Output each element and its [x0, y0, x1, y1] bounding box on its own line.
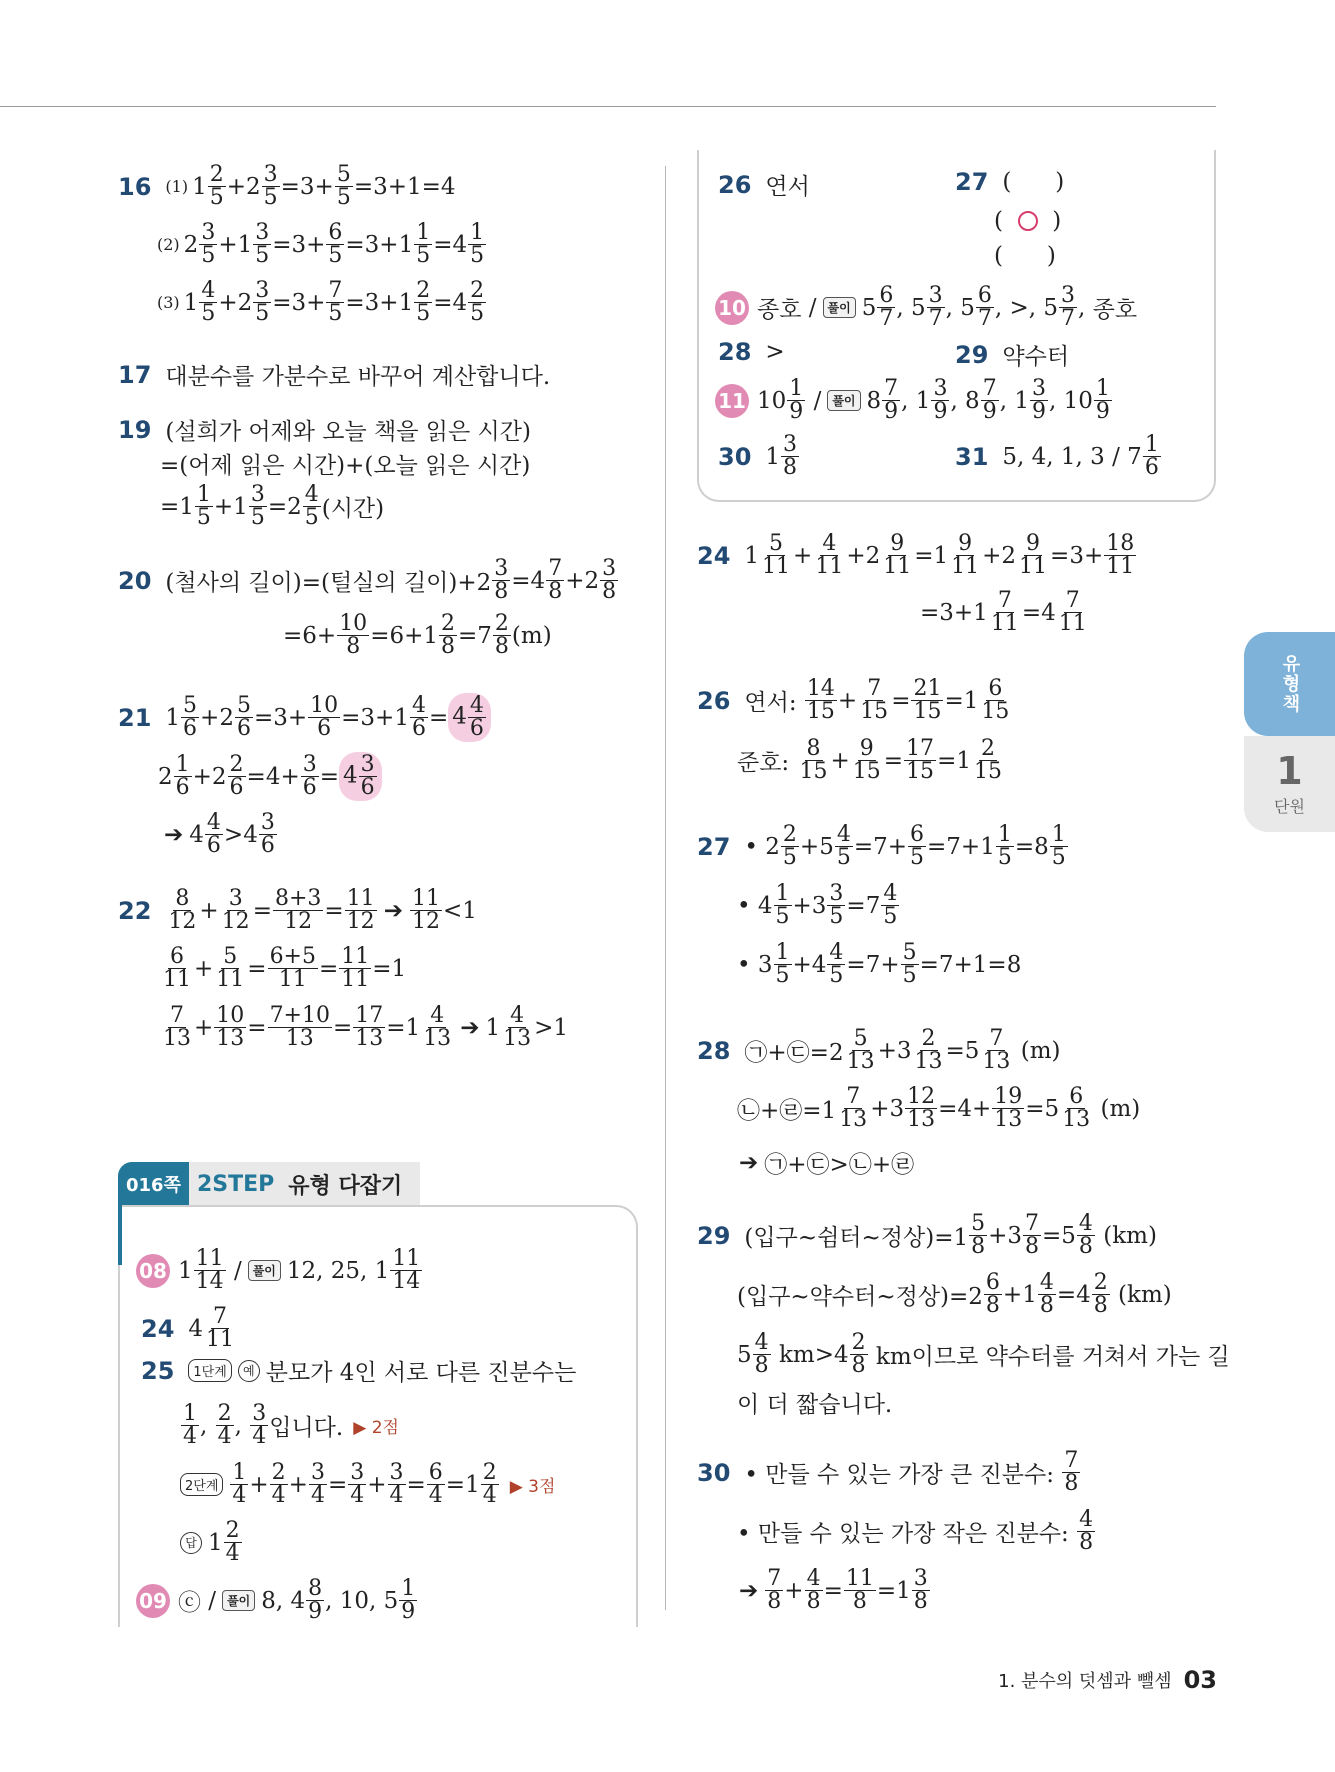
q19-number: 19 — [118, 415, 152, 444]
q16-line1: 16 (1) 1 $\frac{2}{5}$ +2 $\frac{3}{5}$ =3+ $\frac{5}{5}$ =3+1=4 — [118, 162, 456, 210]
item-26-number: 26 — [718, 170, 752, 199]
box1-27-row2: ( ) — [994, 208, 1062, 234]
q16-part3: (3) — [157, 293, 180, 312]
item-31-number: 31 — [955, 442, 989, 471]
q21-line3: ➔ 4 $\frac{4}{6}$ >4 $\frac{3}{6}$ — [164, 810, 275, 858]
item-08-badge: 08 — [136, 1254, 170, 1288]
q20-text1: (철사의 길이)=(털실의 길이)+2 — [165, 570, 492, 596]
step-label: 2STEP — [196, 1171, 275, 1197]
box2-24: 24 4 $\frac{7}{11}$ — [141, 1304, 235, 1352]
item-09-badge: 09 — [136, 1584, 170, 1618]
q21-highlight1: 4 $\frac{4}{6}$ — [448, 693, 491, 742]
box2-09: 09 ⓒ / 풀이 8, 4 $\frac{8}{9}$ , 10, 5 $\frac{1}{9}$ — [136, 1578, 418, 1623]
q20-line2: =6+ $\frac{10}{8}$ =6+1 $\frac{2}{8}$ =7 $\frac{2}{8}$ (m) — [283, 611, 552, 659]
r26-line1: 26 연서: $\frac{14}{15}$ + $\frac{7}{15}$ = $\frac{21}{15}$ =1 $\frac{6}{15}$ — [697, 676, 1010, 724]
r30-text1: • 만들 수 있는 가장 큰 진분수: — [744, 1462, 1054, 1488]
r28-line2: ㉡+㉣=1 $\frac{7}{13}$ +3 $\frac{12}{13}$ =4+ $\frac{19}{13}$ =5 $\frac{6}{13}$ (m) — [737, 1084, 1141, 1132]
item-08-solution: 12, 25, 1 — [286, 1257, 390, 1284]
r29-line4 — [737, 1386, 892, 1419]
r28-number: 28 — [697, 1036, 731, 1065]
arrow-icon: ➔ — [460, 1014, 480, 1041]
step-title — [189, 1162, 420, 1206]
r24-number: 24 — [697, 541, 731, 570]
q19-line2 — [160, 447, 530, 480]
r26-name2: 준호: — [737, 750, 790, 776]
q20-unit: (m) — [511, 622, 552, 649]
unit-label: 단원 — [1274, 796, 1305, 816]
q19-line3: =1 $\frac{1}{5}$ +1 $\frac{3}{5}$ =2 $\frac{4}{5}$ (시간) — [160, 482, 385, 530]
q20-line1: 20 (철사의 길이)=(털실의 길이)+2 $\frac{3}{8}$ =4 $\frac{7}{8}$ +2 $\frac{3}{8}$ — [118, 556, 617, 604]
q20-number: 20 — [118, 566, 152, 595]
q17-number: 17 — [118, 360, 152, 389]
box1-29 — [955, 338, 1069, 371]
q16-part2: (2) — [157, 235, 180, 254]
arrow-icon: ➔ — [383, 897, 403, 924]
q19-text2: =(어제 읽은 시간)+(오늘 읽은 시간) — [160, 453, 531, 479]
r30-line2: • 만들 수 있는 가장 작은 진분수: $\frac{4}{8}$ — [737, 1507, 1094, 1555]
item-24-number: 24 — [141, 1314, 175, 1343]
q16-line2: (2) 2 $\frac{3}{5}$ +1 $\frac{3}{5}$ =3+ $\frac{6}{5}$ =3+1 $\frac{1}{5}$ =4 $\frac{1}{5}$ — [157, 220, 485, 268]
box2-25-line3: 2단계 $\frac{1}{4}$ + $\frac{2}{4}$ + $\frac{3}{4}$ = $\frac{3}{4}$ + $\frac{3}{4}$ = $\frac{6}{4}$ =1 $\frac{2}{4}$ ▶ 3점 — [180, 1462, 555, 1507]
q22-line3: $\frac{7}{13}$ + $\frac{10}{13}$ = $\frac{7+10}{13}$ = $\frac{17}{13}$ =1 $\frac{4}{13}$ ➔ 1 $\frac{4}{13}$ >1 — [163, 1003, 569, 1051]
points-3: ▶ 3점 — [509, 1477, 556, 1497]
box1-27-row3: ( ) — [994, 243, 1056, 269]
r29-text4: 이 더 짧습니다. — [737, 1392, 893, 1418]
item-25-end: 입니다. — [269, 1415, 344, 1441]
item-31-answer: 5, 4, 1, 3 / 7 — [1002, 443, 1142, 470]
r29-line3: 5 $\frac{4}{8}$ km>4 $\frac{2}{8}$ km이므로 약수터를 거쳐서 가는 길 — [737, 1330, 1230, 1378]
r26-name1: 연서: — [744, 690, 797, 716]
item-28-answer: > — [765, 339, 785, 365]
box1-27-row1: 27 ( ) — [955, 168, 1065, 196]
item-30-number: 30 — [718, 442, 752, 471]
r28-line1: 28 ㉠+㉢=2 $\frac{5}{13}$ +3 $\frac{2}{13}$ =5 $\frac{7}{13}$ (m) — [697, 1026, 1061, 1074]
r26-line2: 준호: $\frac{8}{15}$ + $\frac{9}{15}$ = $\frac{17}{15}$ =1 $\frac{2}{15}$ — [737, 736, 1002, 784]
box2-25-line1 — [141, 1354, 576, 1387]
side-tab-label: 유형책 — [1279, 654, 1301, 714]
chapter-title: 1. 분수의 덧셈과 뺄셈 — [998, 1671, 1172, 1692]
side-tab-book[interactable] — [1244, 632, 1335, 736]
stage1-tag: 1단계 — [188, 1359, 231, 1382]
r30-line3: ➔ $\frac{7}{8}$ + $\frac{4}{8}$ = $\frac{11}{8}$ =1 $\frac{3}{8}$ — [739, 1566, 928, 1614]
q21-number: 21 — [118, 703, 152, 732]
step-page-label: 016쪽 — [118, 1162, 189, 1206]
solution-tag: 풀이 — [222, 1590, 255, 1611]
r27-line1: 27 • 2 $\frac{2}{5}$ +5 $\frac{4}{5}$ =7+ $\frac{6}{5}$ =7+1 $\frac{1}{5}$ =8 $\frac{1}{5}$ — [697, 822, 1066, 870]
solution-tag: 풀이 — [248, 1260, 281, 1281]
header-rule — [0, 106, 1216, 107]
r28-unit2: (m) — [1100, 1095, 1141, 1122]
item-26-answer: 연서 — [765, 174, 810, 200]
item-27-number: 27 — [955, 168, 989, 196]
q17-text: 대분수를 가분수로 바꾸어 계산합니다. — [165, 364, 551, 390]
r24-line1: 24 1 $\frac{5}{11}$ + $\frac{4}{11}$ +2 $\frac{9}{11}$ =1 $\frac{9}{11}$ +2 $\frac{9}{11}$ =3+ $\frac{18}{11}$ — [697, 531, 1135, 579]
q21-highlight2: 4 $\frac{3}{6}$ — [339, 752, 382, 801]
item-10-solution-end: 종호 — [1092, 297, 1138, 323]
item-29-answer: 약수터 — [1002, 344, 1070, 370]
r29-line1: 29 (입구~쉼터~정상)=1 $\frac{5}{8}$ +3 $\frac{7}{8}$ =5 $\frac{4}{8}$ (km) — [697, 1211, 1157, 1259]
box1-10: 10 종호 / 풀이 5 $\frac{6}{7}$ , 5 $\frac{3}{7}$ , 5 $\frac{6}{7}$ , >, 5 $\frac{3}{7}$ , 종호 — [715, 285, 1137, 330]
answer-tag: 답 — [180, 1532, 202, 1554]
r29-unit: (km) — [1103, 1222, 1157, 1249]
q19-text1: (설희가 어제와 오늘 책을 읽은 시간) — [165, 419, 531, 445]
step-title-text: 유형 다잡기 — [288, 1173, 403, 1199]
q21-line1: 21 1 $\frac{5}{6}$ +2 $\frac{5}{6}$ =3+ $\frac{10}{6}$ =3+1 $\frac{4}{6}$ = 4 $\frac{4}{6}$ — [118, 693, 491, 742]
q16-line3: (3) 1 $\frac{4}{5}$ +2 $\frac{3}{5}$ =3+ $\frac{7}{5}$ =3+1 $\frac{2}{5}$ =4 $\frac{2}{5}$ — [157, 278, 485, 326]
box1-30: 30 1 $\frac{3}{8}$ — [718, 432, 798, 480]
box2-25-answer: 답 1 $\frac{2}{4}$ — [180, 1520, 243, 1565]
stage2-tag: 2단계 — [180, 1473, 223, 1496]
arrow-icon: ➔ — [739, 1577, 759, 1604]
solution-tag: 풀이 — [823, 297, 856, 318]
r29-text1: (입구~쉼터~정상)=1 — [744, 1225, 969, 1251]
r26-number: 26 — [697, 686, 731, 715]
item-25-text: 분모가 4인 서로 다른 진분수는 — [265, 1360, 577, 1386]
item-09-answer: ⓒ — [178, 1590, 201, 1616]
circle-mark-icon — [1018, 211, 1038, 231]
r28-unit: (m) — [1020, 1037, 1061, 1064]
page-footer — [998, 1666, 1217, 1694]
r29-line2: (입구~약수터~정상)=2 $\frac{6}{8}$ +1 $\frac{4}{8}$ =4 $\frac{2}{8}$ (km) — [737, 1270, 1172, 1318]
box2-08: 08 1 $\frac{11}{14}$ / 풀이 12, 25, 1 $\frac{11}{14}$ — [136, 1248, 423, 1293]
q17 — [118, 358, 550, 391]
side-tab-unit[interactable] — [1244, 736, 1335, 832]
r30-line1: 30 • 만들 수 있는 가장 큰 진분수: $\frac{7}{8}$ — [697, 1448, 1079, 1496]
item-09-solution-a: 8, 4 — [261, 1587, 306, 1614]
column-divider — [665, 166, 666, 1610]
q19-line1 — [118, 413, 531, 446]
item-11-badge: 11 — [715, 384, 749, 418]
q16-part1: (1) — [165, 177, 189, 196]
r29-unit2: (km) — [1118, 1281, 1172, 1308]
item-10-answer: 종호 — [757, 297, 802, 323]
q22-line1: 22 $\frac{8}{12}$ + $\frac{3}{12}$ = $\frac{8+3}{12}$ = $\frac{11}{12}$ ➔ $\frac{11}{12}$ <1 — [118, 886, 477, 934]
arrow-icon: ➔ — [739, 1149, 759, 1176]
r28-line3: ➔ ㉠+㉢>㉡+㉣ — [739, 1149, 915, 1178]
q16-number: 16 — [118, 172, 152, 201]
item-28-number: 28 — [718, 338, 752, 366]
item-29-number: 29 — [955, 340, 989, 369]
r27-line3: • 3 $\frac{1}{5}$ +4 $\frac{4}{5}$ =7+ $\frac{5}{5}$ =7+1=8 — [737, 940, 1022, 988]
item-09-solution-b: , 10, 5 — [325, 1587, 399, 1614]
example-tag: 예 — [238, 1360, 260, 1382]
r24-line2: =3+1 $\frac{7}{11}$ =4 $\frac{7}{11}$ — [920, 588, 1087, 636]
box1-28 — [718, 338, 785, 366]
box1-11: 11 10 $\frac{1}{9}$ / 풀이 8 $\frac{7}{9}$ , 1 $\frac{3}{9}$ , 8 $\frac{7}{9}$ , 1 $\frac{3}{9}$ , 10 $\frac{1}{9}$ — [715, 378, 1113, 423]
r27-number: 27 — [697, 832, 731, 861]
r30-number: 30 — [697, 1458, 731, 1487]
item-25-number: 25 — [141, 1356, 175, 1385]
solution-tag: 풀이 — [827, 390, 860, 411]
box1-26 — [718, 168, 810, 201]
step-header — [118, 1162, 420, 1206]
r29-text3: km이므로 약수터를 거쳐서 가는 길 — [875, 1344, 1230, 1370]
box1-31: 31 5, 4, 1, 3 / 7 $\frac{1}{6}$ — [955, 432, 1159, 480]
r27-line2: • 4 $\frac{1}{5}$ +3 $\frac{3}{5}$ =7 $\frac{4}{5}$ — [737, 881, 898, 929]
arrow-icon: ➔ — [164, 821, 184, 848]
item-10-badge: 10 — [715, 291, 749, 325]
q22-number: 22 — [118, 896, 152, 925]
r29-number: 29 — [697, 1221, 731, 1250]
points-2: ▶ 2점 — [353, 1418, 399, 1438]
q19-unit: (시간) — [321, 496, 385, 522]
unit-number: 1 — [1276, 748, 1303, 793]
box2-25-line2: $\frac{1}{4}$ , $\frac{2}{4}$ , $\frac{3}{4}$ 입니다. ▶ 2점 — [183, 1401, 399, 1449]
q21-line2: 2 $\frac{1}{6}$ +2 $\frac{2}{6}$ =4+ $\frac{3}{6}$ = 4 $\frac{3}{6}$ — [158, 752, 382, 801]
q22-line2: $\frac{6}{11}$ + $\frac{5}{11}$ = $\frac{6+5}{11}$ = $\frac{11}{11}$ =1 — [163, 944, 407, 992]
r29-text2: (입구~약수터~정상)=2 — [737, 1284, 983, 1310]
r30-text2: • 만들 수 있는 가장 작은 진분수: — [737, 1521, 1069, 1547]
page-number: 03 — [1183, 1666, 1217, 1694]
